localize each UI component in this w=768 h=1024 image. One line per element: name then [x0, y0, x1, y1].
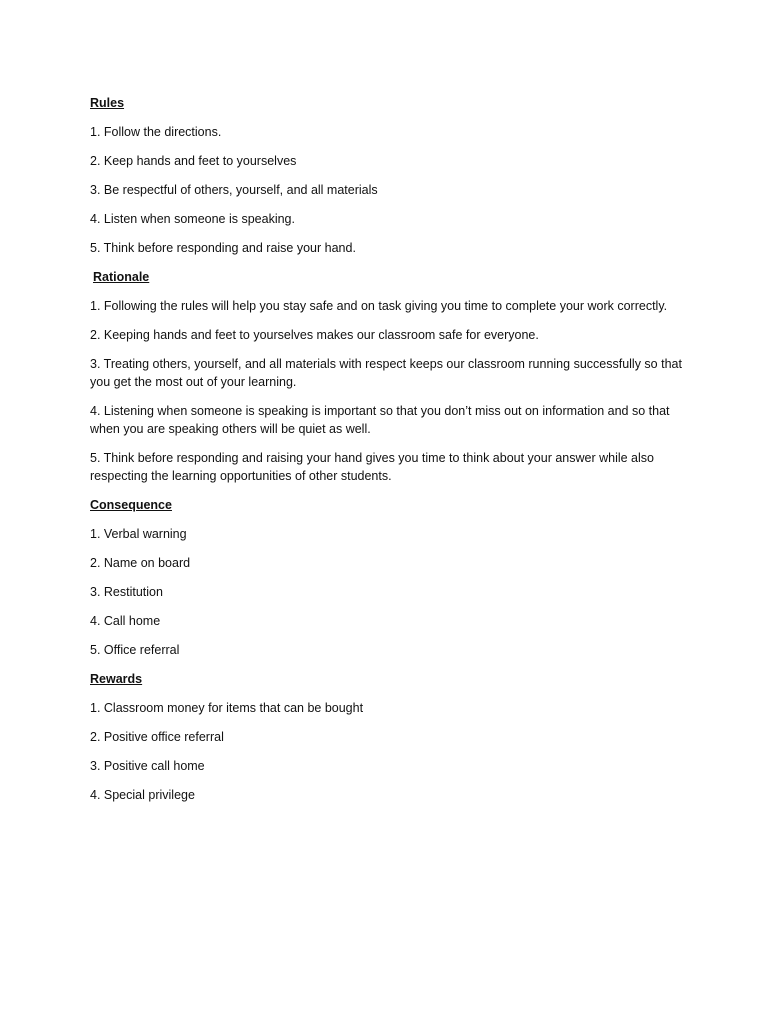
rewards-heading: Rewards [90, 672, 143, 686]
rules-item: 2. Keep hands and feet to yourselves [90, 154, 297, 168]
rules-item: 5. Think before responding and raise your hand. [90, 241, 356, 255]
rules-item: 1. Follow the directions. [90, 125, 222, 139]
document-page [90, 94, 690, 815]
rewards-item: 1. Classroom money for items that can be bought [90, 701, 364, 715]
rewards-section [90, 670, 690, 804]
consequence-section [90, 496, 690, 659]
rationale-section [90, 268, 690, 485]
rewards-item: 2. Positive office referral [90, 730, 224, 744]
rules-item: 3. Be respectful of others, yourself, and all materials [90, 183, 378, 197]
consequence-heading: Consequence [90, 498, 172, 512]
consequence-item: 5. Office referral [90, 643, 180, 657]
consequence-item: 4. Call home [90, 614, 161, 628]
consequence-item: 2. Name on board [90, 556, 191, 570]
rationale-heading: Rationale [93, 270, 150, 284]
consequence-item: 1. Verbal warning [90, 527, 187, 541]
rules-item: 4. Listen when someone is speaking. [90, 212, 295, 226]
rules-section [90, 94, 690, 257]
rules-heading: Rules [90, 96, 125, 110]
rationale-item: 2. Keeping hands and feet to yourselves makes our classroom safe for everyone. [90, 328, 539, 342]
consequence-item: 3. Restitution [90, 585, 163, 599]
rewards-item: 3. Positive call home [90, 759, 205, 773]
rationale-item: 4. Listening when someone is speaking is important so that you don’t miss out on information and so that when you are speaking others will be quiet as well. [90, 404, 670, 436]
rationale-item: 1. Following the rules will help you stay safe and on task giving you time to complete your work correctly. [90, 299, 668, 313]
rewards-item: 4. Special privilege [90, 788, 195, 802]
rationale-item: 3. Treating others, yourself, and all materials with respect keeps our classroom running successfully so that you get the most out of your learning. [90, 357, 682, 389]
rationale-item: 5. Think before responding and raising your hand gives you time to think about your answer while also respecting the learning opportunities of other students. [90, 451, 654, 483]
